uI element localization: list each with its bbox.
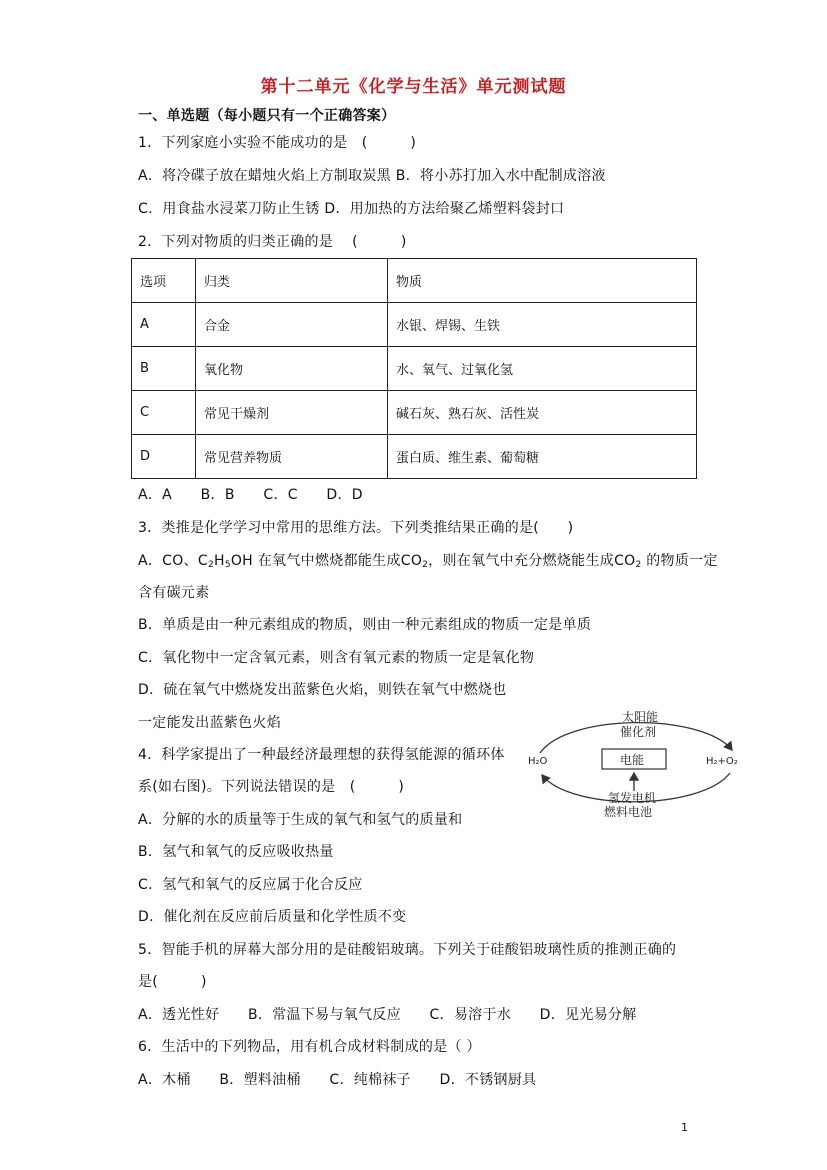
table-cell: B [132, 347, 196, 391]
q4-option-b: B．氢气和氧气的反应吸收热量 [138, 844, 334, 860]
table-cell: 蛋白质、维生素、葡萄糖 [388, 435, 697, 479]
q6-options: A．木桶 B．塑料油桶 C．纯棉袜子 D．不锈钢厨具 [138, 1072, 537, 1088]
q5-options: A．透光性好 B．常温下易与氧气反应 C．易溶于水 D．见光易分解 [138, 1007, 637, 1023]
label-electric-energy: 电能 [620, 753, 645, 767]
table-header-row [132, 259, 697, 303]
table-cell: 碱石灰、熟石灰、活性炭 [388, 391, 697, 435]
q3-option-b: B．单质是由一种元素组成的物质，则由一种元素组成的物质一定是单质 [138, 617, 592, 633]
q1-stem: 1．下列家庭小实验不能成功的是 ( ) [138, 135, 417, 151]
table-cell: 氧化物 [196, 347, 388, 391]
q3-option-a-line2: 含有碳元素 [138, 585, 210, 601]
q2-options: A．A B．B C．C D．D [138, 487, 363, 503]
q4-stem-line2: 系(如右图)。下列说法错误的是 ( ) [138, 779, 405, 795]
q5-stem-line2: 是( ) [138, 974, 207, 990]
label-solar-energy: 太阳能 [622, 710, 659, 724]
q4-option-a: A．分解的水的质量等于生成的氧气和氢气的质量和 [138, 812, 463, 828]
section-heading: 一、单选题（每小题只有一个正确答案） [138, 108, 396, 124]
label-h2-o2: H₂+O₂ [706, 756, 738, 767]
label-fuel-cell: 燃料电池 [604, 805, 653, 817]
table-header-cell: 归类 [196, 259, 388, 303]
table-row [132, 303, 697, 347]
hydrogen-cycle-diagram [528, 705, 742, 817]
table-cell: D [132, 435, 196, 479]
q2-stem: 2．下列对物质的归类正确的是 ( ) [138, 234, 407, 250]
page-title: 第十二单元《化学与生活》单元测试题 [260, 77, 567, 97]
table-header-cell: 选项 [132, 259, 196, 303]
q4-stem-line1: 4．科学家提出了一种最经济最理想的获得氢能源的循环体 [138, 747, 505, 763]
q3-option-a-line1: A．CO、$C_2H_5OH$ 在氧气中燃烧都能生成$CO_2$，则在氧气中充分燃烧能生成$CO_2$ 的物质一定 [138, 553, 718, 570]
q1-options-line2: C．用食盐水浸菜刀防止生锈 D．用加热的方法给聚乙烯塑料袋封口 [138, 201, 565, 217]
table-cell: 常见干燥剂 [196, 391, 388, 435]
table-cell: 水银、焊锡、生铁 [388, 303, 697, 347]
q3-option-c: C．氧化物中一定含氧元素，则含有氧元素的物质一定是氧化物 [138, 650, 535, 666]
table-row [132, 435, 697, 479]
q4-option-c: C．氢气和氧气的反应属于化合反应 [138, 877, 363, 893]
table-cell: A [132, 303, 196, 347]
q6-stem: 6．生活中的下列物品，用有机合成材料制成的是（ ） [138, 1039, 481, 1055]
label-hydrogen-generator: 氢发电机 [608, 791, 657, 805]
q4-option-d: D．催化剂在反应前后质量和化学性质不变 [138, 909, 407, 925]
label-catalyst: 催化剂 [620, 725, 657, 739]
table-cell: 常见营养物质 [196, 435, 388, 479]
table-cell: C [132, 391, 196, 435]
label-water: H₂O [528, 756, 548, 767]
table-row [132, 347, 697, 391]
table-cell: 合金 [196, 303, 388, 347]
page-number: 1 [681, 1121, 688, 1134]
q3-option-d-line2: 一定能发出蓝紫色火焰 [138, 715, 281, 731]
table-row [132, 391, 697, 435]
q3-option-d-line1: D．硫在氧气中燃烧发出蓝紫色火焰，则铁在氧气中燃烧也 [138, 682, 507, 698]
table-cell: 水、氧气、过氧化氢 [388, 347, 697, 391]
q3-stem: 3．类推是化学学习中常用的思维方法。下列类推结果正确的是( ) [138, 520, 574, 536]
q2-table [131, 258, 697, 479]
q5-stem-line1: 5．智能手机的屏幕大部分用的是硅酸铝玻璃。下列关于硅酸铝玻璃性质的推测正确的 [138, 942, 677, 958]
table-header-cell: 物质 [388, 259, 697, 303]
q1-options-line1: A．将冷碟子放在蜡烛火焰上方制取炭黑 B．将小苏打加入水中配制成溶液 [138, 168, 606, 184]
